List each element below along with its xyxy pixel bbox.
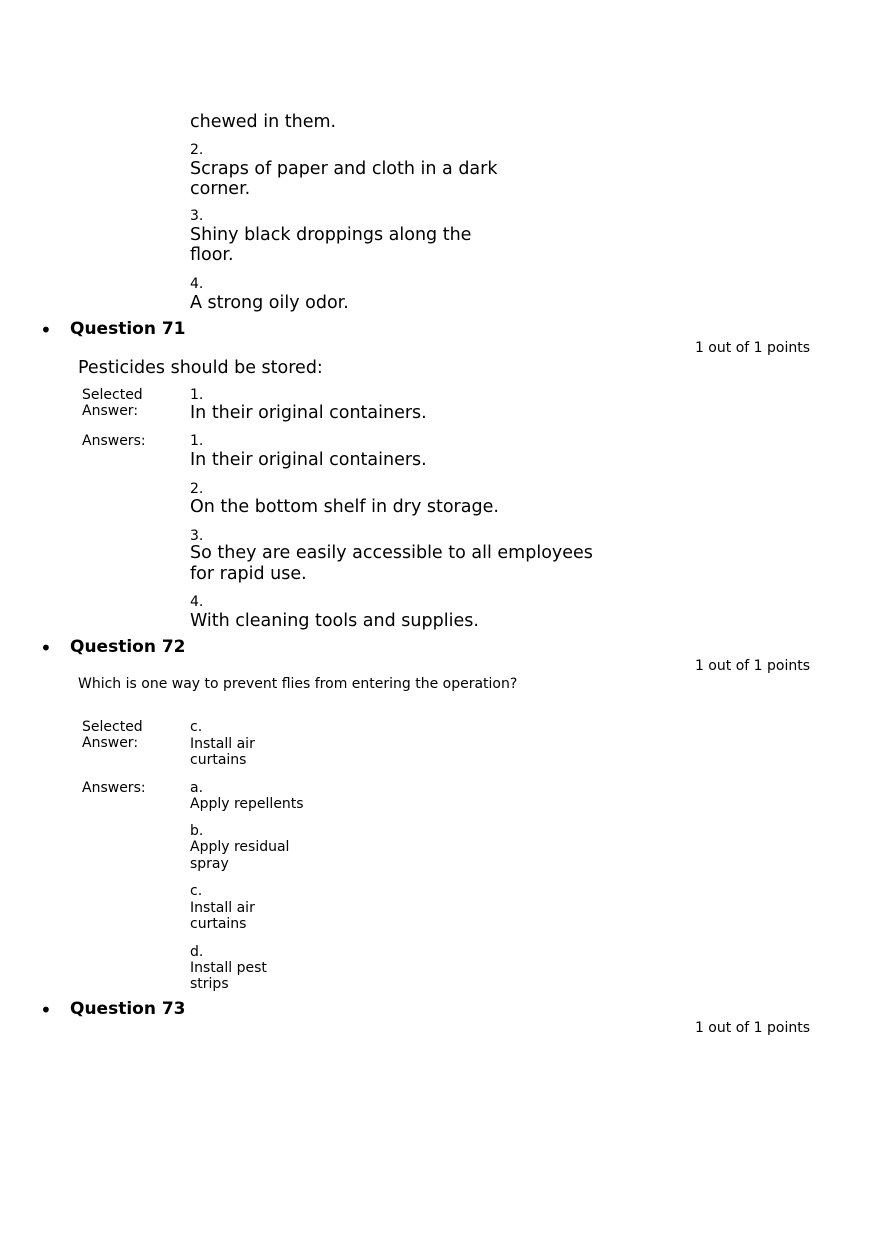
q72-answer-d-line-2: strips (190, 976, 229, 992)
q71-answer-4-text: With cleaning tools and supplies. (190, 611, 479, 631)
selected-answer-label: Selected (82, 387, 143, 403)
bullet-icon: • (40, 318, 52, 342)
q72-selected-letter: c. (190, 719, 203, 735)
question-72-title: Question 72 (70, 637, 186, 657)
prev-answer-2-number: 2. (190, 142, 204, 158)
selected-answer-label-2: Answer: (82, 403, 139, 419)
q72-selected-line-2: curtains (190, 752, 247, 768)
answers-label: Answers: (82, 433, 146, 449)
q71-answer-1-number: 1. (190, 433, 204, 449)
q71-answer-2-number: 2. (190, 481, 204, 497)
q71-selected-number: 1. (190, 387, 204, 403)
question-73-points: 1 out of 1 points (694, 1020, 810, 1036)
bullet-icon: • (40, 636, 52, 660)
q71-answer-1-text: In their original containers. (190, 450, 427, 470)
q72-selected-line-1: Install air (190, 736, 255, 752)
q71-answer-3-line-2: for rapid use. (190, 564, 307, 584)
q71-answer-3-line-1: So they are easily accessible to all employees (190, 543, 593, 563)
question-71-title: Question 71 (70, 319, 186, 339)
q72-answer-c-line-1: Install air (190, 900, 255, 916)
q72-answer-c-line-2: curtains (190, 916, 247, 932)
selected-answer-label-2: Answer: (82, 735, 139, 751)
q72-answer-d-letter: d. (190, 944, 204, 960)
prev-answer-3-line-1: Shiny black droppings along the (190, 225, 472, 245)
selected-answer-label: Selected (82, 719, 143, 735)
question-72-points: 1 out of 1 points (694, 658, 810, 674)
q71-answer-3-number: 3. (190, 528, 204, 544)
prev-answer-4-number: 4. (190, 276, 204, 292)
q72-answer-b-line-2: spray (190, 856, 229, 872)
prev-answer-3-number: 3. (190, 208, 204, 224)
q71-answer-4-number: 4. (190, 594, 204, 610)
prev-answer-4-line-1: A strong oily odor. (190, 293, 349, 313)
q71-selected-text: In their original containers. (190, 403, 427, 423)
question-72-prompt: Which is one way to prevent flies from entering the operation? (78, 676, 518, 692)
question-73-title: Question 73 (70, 999, 186, 1019)
q72-answer-b-line-1: Apply residual (190, 839, 290, 855)
answers-label: Answers: (82, 780, 146, 796)
prev-answer-3-line-2: floor. (190, 245, 234, 265)
q72-answer-a-letter: a. (190, 780, 204, 796)
bullet-icon: • (40, 998, 52, 1022)
prev-answer-2-line-1: Scraps of paper and cloth in a dark (190, 159, 498, 179)
question-71-points: 1 out of 1 points (694, 340, 810, 356)
q72-answer-a-text: Apply repellents (190, 796, 304, 812)
q72-answer-d-line-1: Install pest (190, 960, 267, 976)
q72-answer-b-letter: b. (190, 823, 204, 839)
question-71-prompt: Pesticides should be stored: (78, 358, 323, 378)
prev-answer-2-line-2: corner. (190, 179, 251, 199)
previous-answer-fragment: chewed in them. (190, 112, 337, 132)
q72-answer-c-letter: c. (190, 883, 203, 899)
q71-answer-2-text: On the bottom shelf in dry storage. (190, 497, 499, 517)
